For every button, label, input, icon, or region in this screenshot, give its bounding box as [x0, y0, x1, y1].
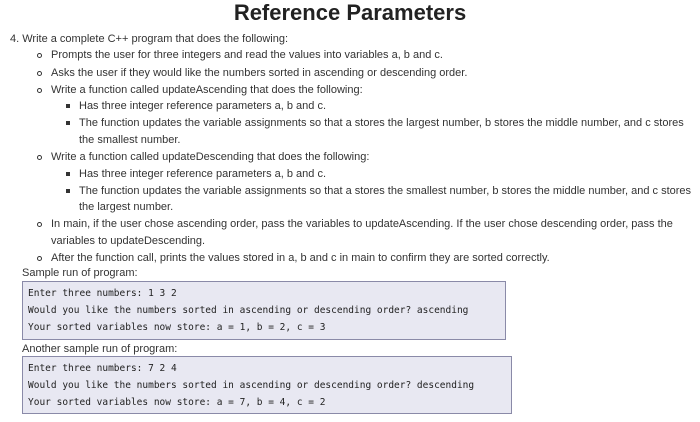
question-item: Write a function called updateAscending that does the following: — [51, 84, 363, 96]
question-item: Write a function called updateDescending that does the following: — [51, 151, 370, 163]
another-sample-run-label: Another sample run of program: — [22, 343, 178, 355]
page-title: Reference Parameters — [233, 0, 467, 25]
sample-output-line: Would you like the numbers sorted in ascending or descending order? descending — [28, 380, 475, 391]
sample-run-output-box — [22, 281, 506, 340]
question-heading: 4. Write a complete C++ program that does the following: — [10, 33, 288, 45]
question-item-continued: variables to updateDescending. — [51, 235, 206, 247]
square-bullet-icon — [66, 121, 70, 125]
question-item: After the function call, prints the values stored in a, b and c in main to confirm they are sorted correctly. — [51, 252, 550, 264]
hollow-bullet-icon — [37, 71, 42, 76]
sample-output-line: Your sorted variables now store: a = 1, b = 2, c = 3 — [28, 322, 326, 333]
desc-subitem-continued: the largest number. — [79, 201, 174, 213]
hollow-bullet-icon — [37, 256, 42, 261]
asc-subitem-continued: the smallest number. — [79, 134, 181, 146]
asc-subitem: Has three integer reference parameters a, b and c. — [79, 100, 327, 112]
square-bullet-icon — [66, 104, 70, 108]
hollow-bullet-icon — [37, 155, 42, 160]
sample-output-line: Your sorted variables now store: a = 7, b = 4, c = 2 — [28, 397, 326, 408]
desc-subitem: Has three integer reference parameters a, b and c. — [79, 168, 327, 180]
hollow-bullet-icon — [37, 88, 42, 93]
hollow-bullet-icon — [37, 53, 42, 58]
another-sample-output-box — [22, 356, 512, 414]
asc-subitem: The function updates the variable assignments so that a stores the largest number, b stores the middle number, and c stores — [79, 117, 684, 129]
sample-output-line: Enter three numbers: 7 2 4 — [28, 363, 177, 374]
square-bullet-icon — [66, 189, 70, 193]
square-bullet-icon — [66, 172, 70, 176]
sample-output-line: Enter three numbers: 1 3 2 — [28, 288, 177, 299]
question-item: Asks the user if they would like the numbers sorted in ascending or descending order. — [51, 67, 468, 79]
desc-subitem: The function updates the variable assignments so that a stores the smallest number, b stores the middle number, and c stores — [79, 185, 692, 197]
sample-run-label: Sample run of program: — [22, 267, 138, 279]
question-item: In main, if the user chose ascending order, pass the variables to updateAscending. If the user chose descending order, pass the — [51, 218, 673, 230]
hollow-bullet-icon — [37, 222, 42, 227]
sample-output-line: Would you like the numbers sorted in ascending or descending order? ascending — [28, 305, 469, 316]
question-item: Prompts the user for three integers and read the values into variables a, b and c. — [51, 49, 443, 61]
